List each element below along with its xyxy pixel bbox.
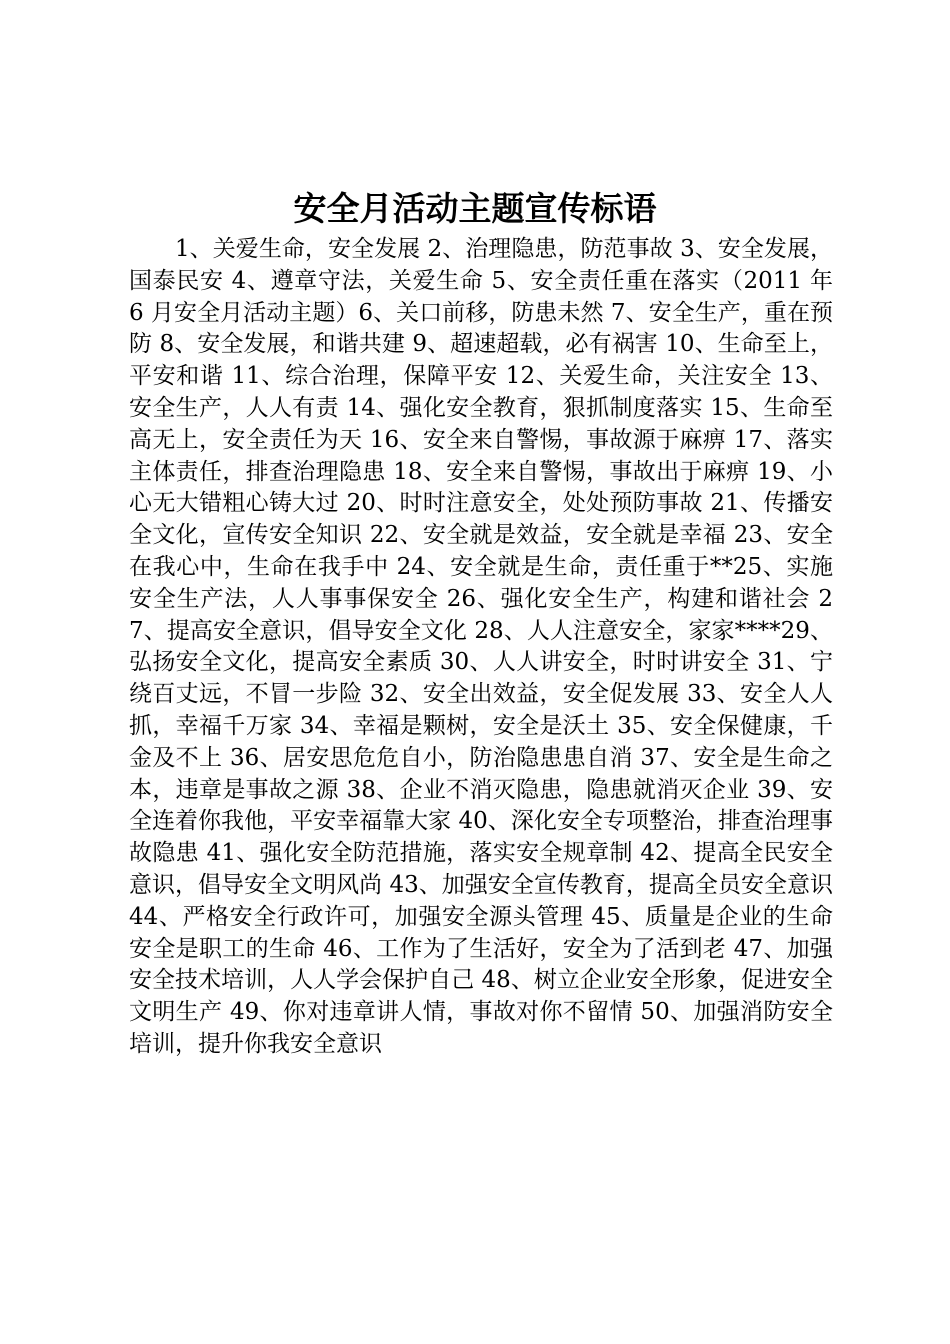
document-body: 1、关爱生命，安全发展 2、治理隐患，防范事故 3、安全发展，国泰民安 4、遵章守法，关爱生命 5、安全责任重在落实（2011 年 6 月安全月活动主题）6、关口前移，防患未然 7、安全生产，重在预防 8、安全发展，和谐共建 9、超速超载，必有祸害 10、生命至上，平安和谐 11、综合治理，保障平安 12、关爱生命，关注安全 13、安全生产，人人有责 14、强化安全教育，狠抓制度落实 15、生命至高无上，安全责任为天 16、安全来自警惕，事故源于麻痹 17、落实主体责任，排查治理隐患 18、安全来自警惕，事故出于麻痹 19、小心无大错粗心铸大过 20、时时注意安全，处处预防事故 21、传播安全文化，宣传安全知识 22、安全就是效益，安全就是幸福 23、安全在我心中，生命在我手中 24、安全就是生命，责任重于**25、实施安全生产法，人人事事保安全 26、强化安全生产，构建和谐社会 27、提高安全意识，倡导安全文化 28、人人注意安全，家家****29、弘扬安全文化，提高安全素质 30、人人讲安全，时时讲安全 31、宁绕百丈远，不冒一步险 32、安全出效益，安全促发展 33、安全人人抓，幸福千万家 34、幸福是颗树，安全是沃土 35、安全保健康，千金及不上 36、居安思危危自小，防治隐患患自消 37、安全是生命之本，违章是事故之源 38、企业不消灭隐患，隐患就消灭企业 39、安全连着你我他，平安幸福靠大家 40、深化安全专项整治，排查治理事故隐患 41、强化安全防范措施，落实安全规章制 42、提高全民安全意识，倡导安全文明风尚 43、加强安全宣传教育，提高全员安全意识 44、严格安全行政许可，加强安全源头管理 45、质量是企业的生命安全是职工的生命 46、工作为了生活好，安全为了活到老 47、加强安全技术培训，人人学会保护自己 48、树立企业安全形象，促进安全文明生产 49、你对违章讲人情，事故对你不留情 50、加强消防安全培训，提升你我安全意识	[129, 236, 833, 1057]
document-title: 安全月活动主题宣传标语	[293, 189, 657, 228]
